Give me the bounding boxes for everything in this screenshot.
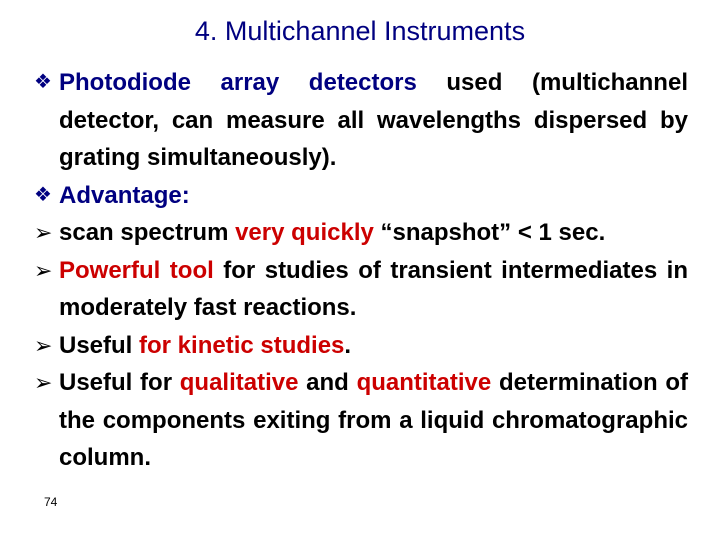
bullet-photodiode-array-highlight: Photodiode array detectors	[59, 69, 417, 96]
arrow-bullet-icon: ➢	[34, 370, 53, 395]
bullet-photodiode-array-text: used (multichannel detector, can measure all wavelengths dispersed by grating simultaneously).	[59, 69, 688, 171]
bullet-scan-spectrum-text: scan spectrum	[59, 219, 236, 246]
arrow-bullet-icon: ➢	[34, 332, 53, 358]
bullet-powerful-tool-text: for studies of transient intermediates in moderately fast reactions.	[59, 256, 688, 321]
bullet-scan-spectrum-tail: “snapshot” < 1 sec.	[373, 219, 606, 246]
bullet-advantage-heading: Advantage:	[59, 181, 190, 209]
bullet-kinetic-studies-text: Useful	[59, 331, 140, 359]
arrow-bullet-icon: ➢	[34, 220, 53, 245]
bullet-list	[34, 64, 688, 477]
bullet-powerful-tool	[34, 252, 688, 327]
diamond-bullet-icon: ❖	[34, 71, 52, 93]
bullet-powerful-tool-highlight: Powerful tool	[59, 256, 214, 284]
bullet-scan-spectrum-highlight: very quickly	[235, 219, 374, 246]
bullet-qualitative-quantitative	[34, 364, 688, 477]
bullet-advantage	[34, 177, 688, 215]
bullet-scan-spectrum	[34, 214, 688, 252]
bullet-qq-text: Useful for	[59, 369, 180, 396]
bullet-photodiode-array	[34, 64, 688, 177]
slide-title: 4. Multichannel Instruments	[194, 16, 526, 46]
page-number: 74	[44, 495, 58, 509]
arrow-bullet-icon: ➢	[34, 257, 53, 283]
diamond-bullet-icon: ❖	[34, 183, 52, 206]
bullet-qq-quantitative: quantitative	[356, 369, 492, 396]
bullet-qq-qualitative: qualitative	[179, 369, 299, 396]
bullet-qq-and: and	[298, 369, 357, 396]
bullet-kinetic-studies	[34, 327, 688, 365]
bullet-kinetic-studies-tail: .	[344, 331, 352, 359]
bullet-qq-tail: determination of the components exiting from a liquid chromatographic column.	[59, 369, 688, 471]
bullet-kinetic-studies-highlight: for kinetic studies	[139, 331, 345, 359]
